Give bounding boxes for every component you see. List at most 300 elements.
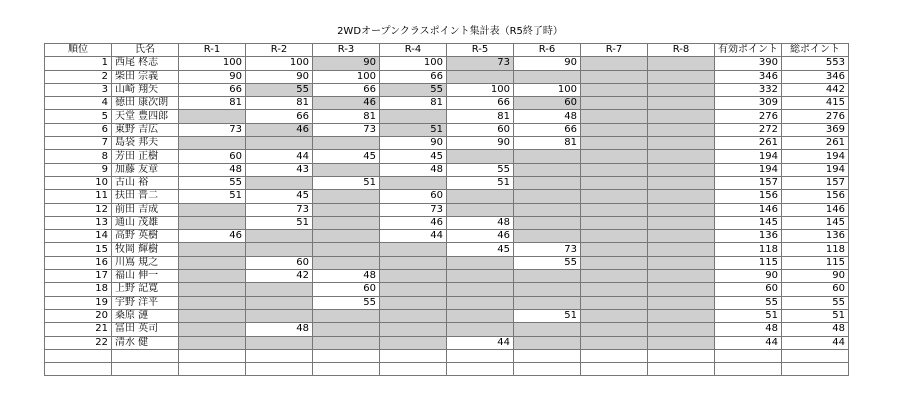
table-row [45,83,849,96]
rank-cell: 18 [45,283,112,296]
round-8-cell [648,70,715,83]
table-row [45,176,849,189]
name-cell: 前田 吉成 [112,203,179,216]
table-row [45,323,849,336]
empty-cell [179,349,246,362]
round-2-cell: 73 [246,203,313,216]
round-5-cell [447,323,514,336]
round-3-cell [313,203,380,216]
valid-points-cell: 156 [715,190,782,203]
round-2-cell: 48 [246,323,313,336]
round-1-cell [179,270,246,283]
round-6-cell [514,203,581,216]
round-7-cell [581,323,648,336]
round-4-cell: 44 [380,230,447,243]
empty-cell [380,349,447,362]
total-points-cell: 55 [782,296,849,309]
name-cell: 通山 茂雄 [112,216,179,229]
total-points-cell: 156 [782,190,849,203]
table-body [45,57,849,376]
round-4-cell: 100 [380,57,447,70]
table-row [45,309,849,322]
round-1-cell: 60 [179,150,246,163]
name-cell: 東野 吉広 [112,123,179,136]
blank-row [45,349,849,362]
round-4-cell: 66 [380,70,447,83]
round-7-cell [581,270,648,283]
round-5-cell: 81 [447,110,514,123]
valid-points-cell: 346 [715,70,782,83]
rank-cell: 20 [45,309,112,322]
rank-cell: 1 [45,57,112,70]
valid-points-cell: 60 [715,283,782,296]
rank-cell: 16 [45,256,112,269]
name-cell: 福山 伸一 [112,270,179,283]
round-2-cell: 100 [246,57,313,70]
round-8-cell [648,123,715,136]
round-4-cell [380,336,447,349]
blank-row [45,363,849,376]
rank-cell: 9 [45,163,112,176]
total-points-cell: 442 [782,83,849,96]
round-6-cell [514,150,581,163]
total-points-cell: 90 [782,270,849,283]
name-cell: 天堂 豊四郎 [112,110,179,123]
valid-points-cell: 272 [715,123,782,136]
round-3-cell: 45 [313,150,380,163]
round-7-cell [581,336,648,349]
round-5-cell [447,150,514,163]
round-2-cell [246,137,313,150]
round-6-cell [514,163,581,176]
total-points-cell: 118 [782,243,849,256]
round-8-cell [648,150,715,163]
valid-points-cell: 194 [715,150,782,163]
empty-cell [380,363,447,376]
round-5-cell [447,296,514,309]
name-cell: 徳田 康次朗 [112,97,179,110]
empty-cell [715,349,782,362]
round-2-cell: 66 [246,110,313,123]
round-5-cell: 55 [447,163,514,176]
rank-cell: 7 [45,137,112,150]
round-3-cell [313,230,380,243]
round-4-cell: 60 [380,190,447,203]
round-6-cell [514,323,581,336]
round-3-cell [313,243,380,256]
round-8-cell [648,309,715,322]
empty-cell [447,349,514,362]
total-points-cell: 369 [782,123,849,136]
empty-cell [313,349,380,362]
round-6-cell [514,176,581,189]
table-row [45,150,849,163]
name-cell: 山崎 翔矢 [112,83,179,96]
round-8-cell [648,296,715,309]
round-8-cell [648,203,715,216]
total-points-cell: 44 [782,336,849,349]
round-1-cell: 73 [179,123,246,136]
round-5-cell [447,270,514,283]
round-7-cell [581,309,648,322]
round-8-cell [648,256,715,269]
round-2-cell [246,309,313,322]
round-5-cell [447,309,514,322]
table-row [45,296,849,309]
round-3-cell: 51 [313,176,380,189]
rank-cell: 21 [45,323,112,336]
header-name: 氏名 [112,44,179,57]
round-8-cell [648,163,715,176]
round-1-cell: 55 [179,176,246,189]
round-7-cell [581,97,648,110]
round-7-cell [581,110,648,123]
round-7-cell [581,83,648,96]
round-6-cell: 66 [514,123,581,136]
header-r2: R-2 [246,44,313,57]
round-8-cell [648,216,715,229]
round-1-cell: 90 [179,70,246,83]
round-7-cell [581,137,648,150]
empty-cell [447,363,514,376]
round-6-cell [514,283,581,296]
round-2-cell: 46 [246,123,313,136]
round-1-cell [179,309,246,322]
valid-points-cell: 261 [715,137,782,150]
round-6-cell [514,190,581,203]
round-8-cell [648,323,715,336]
round-2-cell: 45 [246,190,313,203]
round-4-cell [380,323,447,336]
round-8-cell [648,110,715,123]
page-title: 2WDオープンクラスポイント集計表（R5終了時） [337,26,563,37]
name-cell: 島袋 邦夫 [112,137,179,150]
round-3-cell: 100 [313,70,380,83]
round-3-cell: 90 [313,57,380,70]
total-points-cell: 145 [782,216,849,229]
round-8-cell [648,230,715,243]
valid-points-cell: 146 [715,203,782,216]
valid-points-cell: 90 [715,270,782,283]
round-7-cell [581,190,648,203]
round-6-cell [514,230,581,243]
valid-points-cell: 276 [715,110,782,123]
name-cell: 川嶌 規之 [112,256,179,269]
round-5-cell [447,256,514,269]
round-5-cell: 51 [447,176,514,189]
name-cell: 桑原 漣 [112,309,179,322]
round-7-cell [581,70,648,83]
table-row [45,216,849,229]
round-4-cell: 73 [380,203,447,216]
header-r6: R-6 [514,44,581,57]
round-7-cell [581,150,648,163]
round-6-cell [514,216,581,229]
round-2-cell [246,336,313,349]
name-cell: 扶田 晋二 [112,190,179,203]
total-points-cell: 51 [782,309,849,322]
empty-cell [514,363,581,376]
round-6-cell [514,70,581,83]
round-2-cell: 55 [246,83,313,96]
empty-cell [648,349,715,362]
total-points-cell: 553 [782,57,849,70]
valid-points-cell: 48 [715,323,782,336]
round-1-cell [179,243,246,256]
round-2-cell [246,283,313,296]
round-2-cell: 43 [246,163,313,176]
round-1-cell: 100 [179,57,246,70]
total-points-cell: 157 [782,176,849,189]
round-2-cell: 51 [246,216,313,229]
empty-cell [246,349,313,362]
round-7-cell [581,230,648,243]
round-2-cell: 90 [246,70,313,83]
round-5-cell: 100 [447,83,514,96]
round-1-cell [179,203,246,216]
round-8-cell [648,176,715,189]
empty-cell [782,363,849,376]
round-6-cell [514,270,581,283]
rank-cell: 3 [45,83,112,96]
round-4-cell: 46 [380,216,447,229]
round-5-cell: 73 [447,57,514,70]
round-7-cell [581,296,648,309]
round-6-cell: 100 [514,83,581,96]
round-5-cell [447,190,514,203]
valid-points-cell: 136 [715,230,782,243]
round-6-cell: 90 [514,57,581,70]
total-points-cell: 48 [782,323,849,336]
empty-cell [246,363,313,376]
round-5-cell [447,203,514,216]
round-5-cell: 44 [447,336,514,349]
round-3-cell: 81 [313,110,380,123]
points-table [44,43,849,376]
table-row [45,283,849,296]
rank-cell: 11 [45,190,112,203]
name-cell: 西尾 柊志 [112,57,179,70]
round-6-cell [514,336,581,349]
round-3-cell: 73 [313,123,380,136]
empty-cell [313,363,380,376]
header-r4: R-4 [380,44,447,57]
round-1-cell [179,336,246,349]
table-row [45,110,849,123]
rank-cell: 13 [45,216,112,229]
empty-cell [45,349,112,362]
round-1-cell [179,323,246,336]
round-2-cell: 44 [246,150,313,163]
header-r3: R-3 [313,44,380,57]
valid-points-cell: 145 [715,216,782,229]
header-r5: R-5 [447,44,514,57]
round-2-cell [246,230,313,243]
table-row [45,270,849,283]
table-row [45,203,849,216]
round-4-cell [380,309,447,322]
empty-cell [715,363,782,376]
total-points-cell: 346 [782,70,849,83]
round-5-cell: 60 [447,123,514,136]
table-row [45,243,849,256]
empty-cell [782,349,849,362]
round-4-cell: 55 [380,83,447,96]
table-row [45,97,849,110]
empty-cell [112,349,179,362]
name-cell: 宇野 洋平 [112,296,179,309]
round-4-cell: 51 [380,123,447,136]
round-2-cell [246,176,313,189]
empty-cell [514,349,581,362]
total-points-cell: 276 [782,110,849,123]
round-8-cell [648,336,715,349]
round-4-cell [380,256,447,269]
round-1-cell [179,283,246,296]
round-7-cell [581,123,648,136]
name-cell: 上野 記寛 [112,283,179,296]
rank-cell: 17 [45,270,112,283]
rank-cell: 8 [45,150,112,163]
name-cell: 古山 裕 [112,176,179,189]
round-2-cell [246,243,313,256]
round-5-cell: 66 [447,97,514,110]
round-3-cell [313,190,380,203]
total-points-cell: 60 [782,283,849,296]
round-1-cell [179,296,246,309]
round-6-cell: 55 [514,256,581,269]
valid-points-cell: 194 [715,163,782,176]
header-r8: R-8 [648,44,715,57]
total-points-cell: 194 [782,150,849,163]
rank-cell: 5 [45,110,112,123]
round-5-cell: 90 [447,137,514,150]
total-points-cell: 261 [782,137,849,150]
round-1-cell: 81 [179,97,246,110]
round-4-cell: 90 [380,137,447,150]
table-row [45,137,849,150]
table-row [45,70,849,83]
round-6-cell: 73 [514,243,581,256]
round-2-cell [246,296,313,309]
table-row [45,57,849,70]
round-2-cell: 81 [246,97,313,110]
valid-points-cell: 51 [715,309,782,322]
round-6-cell [514,296,581,309]
round-4-cell: 81 [380,97,447,110]
table-row [45,123,849,136]
round-8-cell [648,243,715,256]
round-7-cell [581,216,648,229]
valid-points-cell: 390 [715,57,782,70]
round-4-cell [380,110,447,123]
round-5-cell [447,283,514,296]
rank-cell: 12 [45,203,112,216]
empty-cell [179,363,246,376]
round-7-cell [581,57,648,70]
round-3-cell: 48 [313,270,380,283]
table-row [45,163,849,176]
round-4-cell [380,270,447,283]
header-row [45,44,849,57]
table-row [45,230,849,243]
round-1-cell [179,137,246,150]
round-4-cell [380,283,447,296]
round-8-cell [648,270,715,283]
rank-cell: 19 [45,296,112,309]
round-4-cell [380,176,447,189]
valid-points-cell: 118 [715,243,782,256]
round-1-cell: 46 [179,230,246,243]
rank-cell: 4 [45,97,112,110]
round-1-cell [179,216,246,229]
header-rank: 順位 [45,44,112,57]
name-cell: 牧岡 輝樹 [112,243,179,256]
round-2-cell: 42 [246,270,313,283]
header-r7: R-7 [581,44,648,57]
empty-cell [581,363,648,376]
valid-points-cell: 55 [715,296,782,309]
round-8-cell [648,83,715,96]
round-1-cell [179,256,246,269]
round-6-cell: 81 [514,137,581,150]
round-7-cell [581,176,648,189]
round-8-cell [648,190,715,203]
round-5-cell: 46 [447,230,514,243]
round-6-cell: 60 [514,97,581,110]
round-7-cell [581,163,648,176]
header-valid-points: 有効ポイント [715,44,782,57]
header-total-points: 総ポイント [782,44,849,57]
round-3-cell: 66 [313,83,380,96]
round-6-cell: 51 [514,309,581,322]
round-3-cell [313,216,380,229]
valid-points-cell: 44 [715,336,782,349]
round-4-cell [380,296,447,309]
round-7-cell [581,243,648,256]
round-4-cell: 45 [380,150,447,163]
round-4-cell [380,243,447,256]
total-points-cell: 146 [782,203,849,216]
round-3-cell [313,163,380,176]
total-points-cell: 115 [782,256,849,269]
round-7-cell [581,283,648,296]
rank-cell: 14 [45,230,112,243]
round-8-cell [648,97,715,110]
round-5-cell: 45 [447,243,514,256]
name-cell: 芳田 正樹 [112,150,179,163]
round-3-cell: 55 [313,296,380,309]
round-5-cell: 48 [447,216,514,229]
rank-cell: 22 [45,336,112,349]
round-6-cell: 48 [514,110,581,123]
round-3-cell [313,256,380,269]
table-row [45,256,849,269]
rank-cell: 6 [45,123,112,136]
round-1-cell [179,110,246,123]
name-cell: 高野 英樹 [112,230,179,243]
valid-points-cell: 157 [715,176,782,189]
round-3-cell [313,137,380,150]
total-points-cell: 415 [782,97,849,110]
empty-cell [45,363,112,376]
table-row [45,336,849,349]
empty-cell [648,363,715,376]
round-3-cell [313,336,380,349]
valid-points-cell: 115 [715,256,782,269]
round-8-cell [648,137,715,150]
header-r1: R-1 [179,44,246,57]
